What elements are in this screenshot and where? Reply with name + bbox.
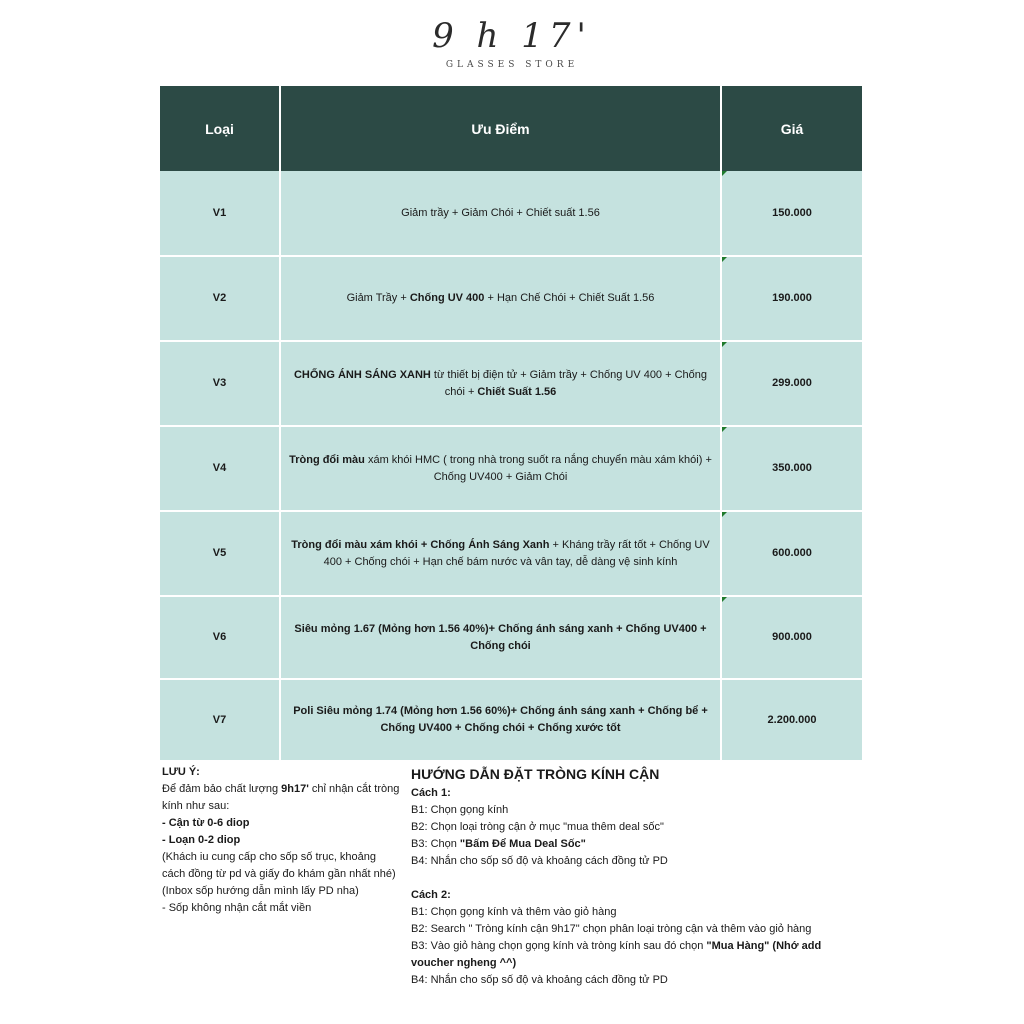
table-row (160, 171, 862, 256)
row-features (280, 511, 721, 596)
price-value: 299.000 (772, 377, 812, 389)
lens-price-table (160, 86, 862, 762)
price-value: 350.000 (772, 462, 812, 474)
row-price (721, 341, 862, 426)
cell-comment-marker (722, 512, 727, 517)
row-type: V5 (160, 511, 280, 596)
cell-comment-marker (722, 171, 727, 176)
header-type: Loại (160, 86, 280, 171)
row-price (721, 596, 862, 679)
cell-comment-marker (722, 342, 727, 347)
guide-title: HƯỚNG DẪN ĐẶT TRÒNG KÍNH CẬN (411, 766, 660, 782)
note-intro-post: chỉ nhận cắt tròng kính như sau: (162, 783, 400, 812)
row-price (721, 256, 862, 341)
table-row (160, 596, 862, 679)
header-price: Giá (721, 86, 862, 171)
price-value: 2.200.000 (767, 713, 817, 726)
row-type: V1 (160, 171, 280, 256)
feature-text: Chiết Suất 1.56 (477, 385, 557, 398)
row-price (721, 511, 862, 596)
row-type: V2 (160, 256, 280, 341)
feature-text: Poli Siêu mỏng 1.74 (Mỏng hơn 1.56 60%)+ Chống ánh sáng xanh + Chống bể + Chống UV400 + Chống chói + Chống xước tốt (293, 705, 708, 734)
table-header-row (160, 86, 862, 171)
note-intro-pre: Để đảm bảo chất lượng (162, 783, 282, 795)
table-row (160, 426, 862, 511)
row-features (280, 426, 721, 511)
row-price (721, 426, 862, 511)
way1-step2: B2: Chọn loại tròng cận ở mục "mua thêm deal sốc" (411, 821, 664, 833)
way2-step3-pre: B3: Vào giỏ hàng chọn gọng kính và tròng kính sau đó chọn (411, 940, 707, 952)
note-intro (162, 781, 402, 815)
way1-step3 (411, 836, 851, 853)
row-features (280, 596, 721, 679)
note-item-myopia: - Cận từ 0-6 diop (162, 817, 250, 829)
order-guide (411, 764, 851, 989)
cell-comment-marker (722, 597, 727, 602)
feature-text: Chống UV 400 (409, 292, 485, 304)
feature-text: từ thiết bị điện tử + Giảm trầy + Chống UV 400 + Chống chói + (430, 368, 708, 398)
table-row (160, 511, 862, 596)
feature-text: Giảm trầy + Giảm Chói + Chiết suất 1.56 (401, 206, 600, 219)
way2-step3 (411, 938, 851, 972)
note-title: LƯU Ý: (162, 766, 200, 778)
cell-comment-marker (722, 257, 727, 262)
brand-logo (0, 14, 1024, 70)
note-item-astigmatism: - Loạn 0-2 diop (162, 834, 241, 846)
feature-text: + Hạn Chế Chói + Chiết Suất 1.56 (484, 292, 655, 304)
note-last: - Sốp không nhận cắt mắt viền (162, 902, 312, 914)
way1-step3-bold: "Bấm Để Mua Deal Sốc" (459, 838, 586, 850)
note-body: (Khách iu cung cấp cho sốp số trục, khoảng cách đồng từ pd và giấy đo khám gần nhất nhé) (Inbox sốp hướng dẫn mình lấy PD nha) (162, 851, 396, 897)
way2-step4: B4: Nhắn cho sốp số độ và khoảng cách đồng tử PD (411, 974, 668, 986)
header-features: Ưu Điểm (280, 86, 721, 171)
way2-title: Cách 2: (411, 889, 451, 901)
price-value: 150.000 (772, 206, 812, 219)
row-type: V4 (160, 426, 280, 511)
cell-comment-marker (722, 427, 727, 432)
brand-tagline: GLASSES STORE (445, 60, 579, 70)
price-value: 190.000 (772, 292, 812, 304)
way1-step1: B1: Chọn gọng kính (411, 804, 509, 816)
way1-title: Cách 1: (411, 787, 451, 799)
feature-text: + Kháng trầy rất tốt + Chống UV 400 + Chống chói + Hạn chế bám nước và vân tay, dễ dàng vệ sinh kính (323, 538, 710, 568)
row-type: V7 (160, 679, 280, 761)
row-type: V6 (160, 596, 280, 679)
feature-text: Siêu mỏng 1.67 (Mỏng hơn 1.56 40%)+ Chống ánh sáng xanh + Chống UV400 + Chống chói (294, 622, 707, 652)
feature-text: CHỐNG ÁNH SÁNG XANH (293, 368, 431, 381)
row-features (280, 679, 721, 761)
note-brand: 9h17' (281, 783, 309, 795)
way2-step2: B2: Search " Tròng kính cận 9h17" chọn phân loại tròng cận và thêm vào giỏ hàng (411, 923, 812, 935)
row-features (280, 341, 721, 426)
row-price (721, 679, 862, 761)
row-features (280, 171, 721, 256)
brand-name: 9 h 17' (432, 16, 592, 56)
table-row (160, 256, 862, 341)
table-row (160, 679, 862, 761)
feature-text: xám khói HMC ( trong nhà trong suốt ra nắng chuyển màu xám khói) + Chống UV400 + Giảm Chói (364, 453, 712, 483)
table-row (160, 341, 862, 426)
note-section (162, 764, 402, 917)
way1-step4: B4: Nhắn cho sốp số độ và khoảng cách đồng tử PD (411, 855, 668, 867)
feature-text: Tròng đổi màu xám khói + Chống Ánh Sáng Xanh (291, 538, 550, 551)
way2-step1: B1: Chọn gọng kính và thêm vào giỏ hàng (411, 906, 617, 918)
way1-step3-pre: B3: Chọn (411, 838, 460, 850)
feature-text: Tròng đổi màu (289, 453, 365, 466)
way2-step3-bold: "Mua Hàng" (Nhớ add voucher ngheng ^^) (411, 940, 822, 969)
row-type: V3 (160, 341, 280, 426)
row-price (721, 171, 862, 256)
price-value: 600.000 (772, 547, 812, 559)
row-features (280, 256, 721, 341)
feature-text: Giảm Trầy + (346, 292, 410, 304)
price-value: 900.000 (772, 631, 812, 643)
